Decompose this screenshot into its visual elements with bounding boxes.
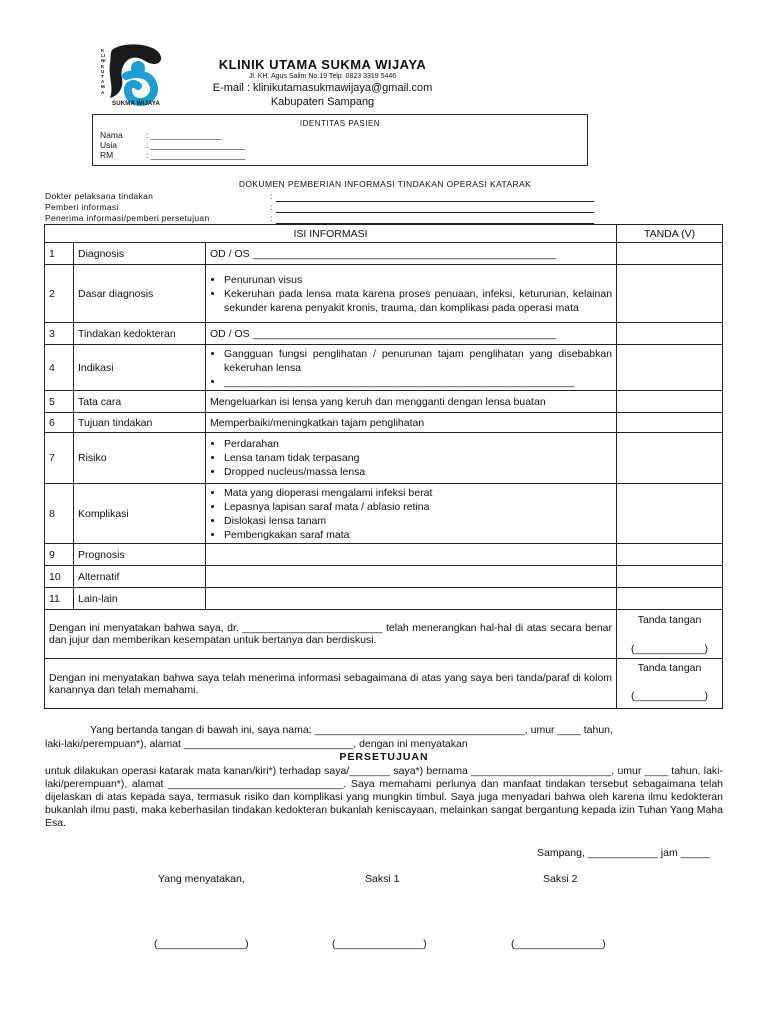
row-checkbox[interactable] [617,566,723,588]
row-content [206,265,617,323]
meta-line-recipient[interactable] [276,214,594,224]
identity-row-age[interactable] [100,140,245,150]
row-label: Indikasi [74,345,206,391]
row-label: Komplikasi [74,484,206,544]
logo-caption: SUKMA WIJAYA [112,101,161,107]
row-text[interactable] [206,588,617,610]
meta-label-informer: Pemberi informasi [45,202,119,212]
row-label: Dasar diagnosis [74,265,206,323]
header-info: ISI INFORMASI [45,225,617,243]
identity-label: RM [100,150,114,160]
identity-title: IDENTITAS PASIEN [299,119,381,128]
row-content [206,433,617,484]
bullet-item: • Pembengkakan saraf mata [224,528,612,542]
signer-label: Yang menyatakan, [158,873,245,885]
table-row [45,484,723,544]
row-number: 9 [45,544,74,566]
row-number: 1 [45,243,74,265]
row-text: OD / OS ____________________________________________________ [206,323,617,345]
place-date[interactable]: Sampang, ____________ jam _____ [537,847,710,859]
logo-caption-vertical: KLINIK UTAMA [101,48,106,95]
meta-label-recipient: Penerima informasi/pemberi persetujuan [45,213,210,223]
row-checkbox[interactable] [617,345,723,391]
consent-body: untuk dilakukan operasi katarak mata kanan/kiri*) terhadap saya/_______ saya*) bernama ________________________, umur ____ tahun, laki-laki/perempuan*), alamat ______________________________. Saya memahami perlunya dan manfaat tindakan tersebut sebagaimana telah dijelaskan di atas kepada saya, termasuk risiko dan komplikasi yang mungkin timbul. Saya juga menyadari bahwa oleh karena ilmu kedokteran bukanlah ilmu pasti, maka keberhasilan tindakan kedokteran bukanlah keniscayaan, melainkan sangat bergantung kepada izin Tuhan Yang Maha Esa. [45,765,723,829]
identity-row-name[interactable] [100,130,222,140]
row-label: Tujuan tindakan [74,413,206,433]
row-label: Prognosis [74,544,206,566]
table-header-row [45,225,723,243]
witness-1-label: Saksi 1 [365,873,400,885]
row-label: Diagnosis [74,243,206,265]
table-row [45,243,723,265]
row-checkbox[interactable] [617,433,723,484]
row-checkbox[interactable] [617,413,723,433]
row-text[interactable] [206,566,617,588]
meta-colon: : [270,213,273,223]
row-checkbox[interactable] [617,323,723,345]
patient-statement: Dengan ini menyatakan bahwa saya telah menerima informasi sebagaimana di atas yang saya beri tanda/paraf di kolom kanannya dan telah memahami. [45,659,617,709]
identity-value: : ____________________ [146,140,246,150]
header-sign: TANDA (V) [617,225,723,243]
row-number: 3 [45,323,74,345]
bullet-item: • Dislokasi lensa tanam [224,514,612,528]
row-label: Alternatif [74,566,206,588]
meta-line-informer[interactable] [276,203,594,213]
bullet-item: • Penurunan visus [224,273,612,287]
clinic-address: Jl. KH. Agus Salim No.19 Telp. 0823 3319 5446 [248,73,397,80]
signature-blank: (____________) [630,690,709,702]
consent-line-2: laki-laki/perempuan*), alamat _____________________________, dengan ini menyatakan [45,738,468,750]
row-number: 2 [45,265,74,323]
row-checkbox[interactable] [617,588,723,610]
row-checkbox[interactable] [617,391,723,413]
bullet-item: • Lepasnya lapisan saraf mata / ablasio retina [224,500,612,514]
row-label: Tindakan kedokteran [74,323,206,345]
information-table [44,224,723,709]
table-row [45,588,723,610]
row-label: Tata cara [74,391,206,413]
identity-label: Nama [100,130,123,140]
bullet-item: • Dropped nucleus/massa lensa [224,465,612,479]
row-label: Risiko [74,433,206,484]
consent-heading: PERSETUJUAN [339,751,429,763]
table-row [45,265,723,323]
patient-signature-cell[interactable] [617,659,723,709]
row-content [206,345,617,391]
clinic-region: Kabupaten Sampang [270,96,375,108]
row-checkbox[interactable] [617,265,723,323]
table-row [45,345,723,391]
table-row [45,433,723,484]
row-label: Lain-lain [74,588,206,610]
bullet-item: • Lensa tanam tidak terpasang [224,451,612,465]
signature-label: Tanda tangan [637,662,702,674]
row-number: 7 [45,433,74,484]
witness-1-signature[interactable]: (_______________) [332,938,427,950]
table-row [45,391,723,413]
row-number: 4 [45,345,74,391]
row-text: Mengeluarkan isi lensa yang keruh dan mengganti dengan lensa buatan [206,391,617,413]
identity-label: Usia [100,140,118,150]
row-content [206,484,617,544]
row-number: 10 [45,566,74,588]
bullet-item: • Mata yang dioperasi mengalami infeksi berat [224,486,612,500]
row-checkbox[interactable] [617,544,723,566]
table-row [45,566,723,588]
meta-colon: : [270,191,273,201]
clinic-email: E-mail : klinikutamasukmawijaya@gmail.com [212,82,433,94]
meta-label-doctor: Dokter pelaksana tindakan [45,191,154,201]
clinic-logo [98,44,174,110]
row-text[interactable] [206,544,617,566]
signature-blank: (____________) [630,643,709,655]
witness-2-label: Saksi 2 [543,873,578,885]
table-row [45,323,723,345]
patient-identity-box [92,114,588,166]
table-row [45,544,723,566]
signer-signature[interactable]: (_______________) [154,938,249,950]
witness-2-signature[interactable]: (_______________) [511,938,606,950]
doctor-statement: Dengan ini menyatakan bahwa saya, dr. ________________________ telah menerangkan hal-hal di atas secara benar dan jujur dan memberikan kesempatan untuk bertanya dan berdiskusi. [45,610,617,659]
row-checkbox[interactable] [617,484,723,544]
row-number: 5 [45,391,74,413]
consent-line-1: Yang bertanda tangan di bawah ini, saya nama: ____________________________________, umur ____ tahun, [90,724,613,736]
bullet-item: • Kekeruhan pada lensa mata karena proses penuaan, infeksi, keturunan, kelainan sekunder karena penyakit kronis, trauma, dan komplikasi pada operasi mata [224,287,612,315]
row-number: 11 [45,588,74,610]
statement-row [45,659,723,709]
meta-line-doctor[interactable] [276,192,594,202]
bullet-item: • Perdarahan [224,437,612,451]
clinic-name: KLINIK UTAMA SUKMA WIJAYA [218,57,427,72]
bullet-item: • ____________________________________________________________ [224,375,612,389]
identity-row-rm[interactable] [100,150,245,160]
row-checkbox[interactable] [617,243,723,265]
row-text: Memperbaiki/meningkatkan tajam penglihatan [206,413,617,433]
statement-row [45,610,723,659]
bullet-item: • Gangguan fungsi penglihatan / penurunan tajam penglihatan yang disebabkan kekeruhan lensa [224,347,612,375]
signature-label: Tanda tangan [637,614,702,626]
identity-value: : ____________________ [146,150,246,160]
row-number: 6 [45,413,74,433]
meta-colon: : [270,202,273,212]
identity-value: : _______________ [146,130,222,140]
row-number: 8 [45,484,74,544]
document-title: DOKUMEN PEMBERIAN INFORMASI TINDAKAN OPERASI KATARAK [238,179,532,189]
row-text: OD / OS ____________________________________________________ [206,243,617,265]
doctor-signature-cell[interactable] [617,610,723,659]
table-row [45,413,723,433]
